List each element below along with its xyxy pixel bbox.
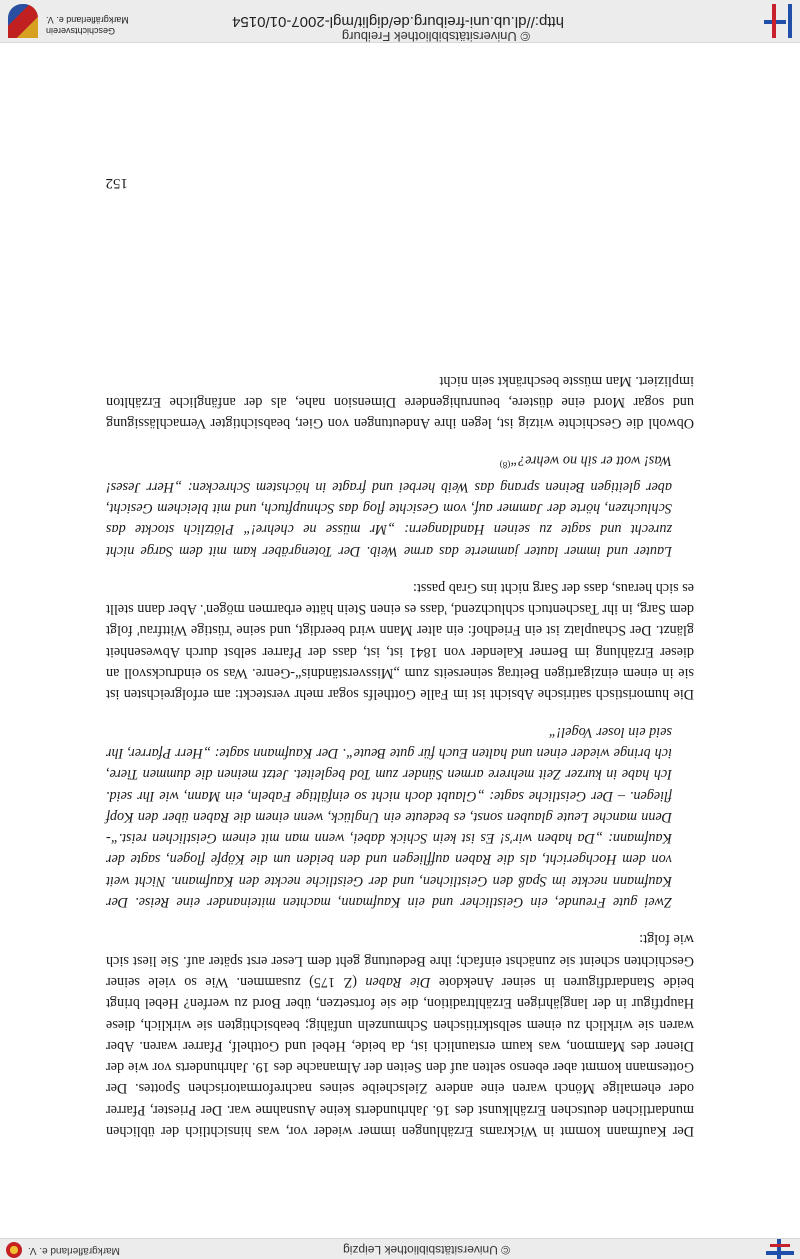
society-name: Geschichtsverein Markgräflerland e. V. <box>46 15 129 36</box>
footer-copyright: © Universitätsbibliothek Freiburg <box>341 29 530 44</box>
paragraph-1: Der Kaufmann kommt in Wickrams Erzählungen immer wieder vor, was hinsichtlich der üblichen mundartlichen deutschen Erzählkunst des 16. Jahrhunderts keine Ausnahme war. Der Priester, Pfarrer oder ehemalige Mönch waren eine andere Zielscheibe seines nachreformatorischen Spottes. Der Gottesmann kommt aber ebenso selten auf den Seiten der Almanache des 19. Jahrhunderts vor wie der Diener des Mammon, was kaum erstaunlich ist, da beide, Hebel und Gotthelf, Pfarrer waren. Aber waren sie wirklich zu einem selbstkritischen Schmunzeln unfähig; beabsichtigten sie wirklich, diese Hauptfigur in der langjährigen Erzähltradition, die sie fortsetzen, über Bord zu werfen? Hebel bringt beide Standardfiguren in seiner Anekdote Die Raben (Z 175) zusammen. Wie so viele seiner Geschichten scheint sie zunächst einfach; ihre Bedeutung geht dem Leser erst später auf. Sie liest sich wie folgt: <box>105 931 694 1139</box>
paragraph-2: Die humoristisch satirische Absicht ist im Falle Gotthelfs sogar mehr versteckt: am erfolgreichsten ist sie in einem einzigartigen Beitrag seinerseits zum „Missverständnis“-Genre. Was so eindrucksvoll an dieser Erzählung im Berner Kalender von 1841 ist, ist, dass der Pfarrer selbst durch Abwesenheit glänzt. Der Schauplatz ist ein Friedhof: ein alter Mann wird beerdigt, und seine 'rüstige Wittfrau' folgt dem Sarg, in ihr Taschentuch schluchzend, 'dass es einen Stein hätte erbarmen mögen'. Aber dann stellt es sich heraus, dass der Sarg nicht ins Grab passt: <box>106 579 694 703</box>
footnote-ref: (8) <box>499 460 511 471</box>
library-logo-icon <box>756 1239 800 1259</box>
top-society-text: Markgräflerland e. V. <box>28 1245 120 1256</box>
top-copyright: © Universitätsbibliothek Leipzig <box>343 1243 510 1257</box>
story-title: Die Raben <box>365 973 431 990</box>
viewer-bottom-band <box>0 0 800 43</box>
page-number: 152 <box>105 175 128 191</box>
permalink-url[interactable]: http://dl.ub.uni-freiburg.de/diglit/mgl-2007-01/0154 <box>232 13 564 30</box>
block-quote-2: Lauter und immer lauter jammerte das arme Weib. Der Totengräber kam mit dem Sarge nicht zurecht und sagte zu seinen Handlangern: „Mr müsse ne chehre!“ Plötzlich stockte das Schluchzen, hörte der Jammer auf, vom Gesichte flog das Schnupftuch, und mit bleichem Gesicht, aber gleitigen Beinen sprang das Weib herbei und fragte in höchstem Schrecken: „Herr Jeses! Was! wott er sih no wehre?“$^{(8)}$ <box>106 452 672 559</box>
society-crest-icon <box>8 4 38 38</box>
paragraph-3: Obwohl die Geschichte witzig ist, legen ihre Andeutungen von Gier, beabsichtigter Vernachlässigung und sogar Mord eine düstere, beunruhigendere Dimension nahe, als der anfängliche Erzählton impliziert. Man müsste beschränkt sein nicht <box>106 372 694 432</box>
university-logo-icon <box>752 0 800 42</box>
viewer-top-band <box>0 1238 800 1259</box>
block-quote-1: Zwei gute Freunde, ein Geistlicher und ein Kaufmann, machten miteinander eine Reise. Der Kaufmann neckte im Spaß den Geistlichen, und der Geistliche neckte den Kaufmann. Nicht weit von dem Hochgericht, als die Raben auffliegen und den beiden um die Köpfe flogen, sagte der Kaufmann: „Da haben wir's! Es ist kein Schick dabei, wenn man mit einem Geistlichen reist.“- Denn manche Leute glauben sonst, es bedeute ein Unglück, wenn einem die Raben über den Kopf fliegen. – Der Geistliche sagte: „Glaubt doch nicht so einfältige Fabeln, ein Mann, wie Ihr seid. Ich habe in kurzer Zeit mehrere armen Sünder zum Tod begleitet. Jetzt meinen die dummen Tiere, ich bringe wieder einen und halten Euch für gute Beute“. Der Kaufmann sagte: „Herr Pfarrer, Ihr seid ein loser Vogel!“ <box>106 723 672 911</box>
page-content <box>106 369 694 1141</box>
society-seal-icon <box>6 1242 22 1258</box>
